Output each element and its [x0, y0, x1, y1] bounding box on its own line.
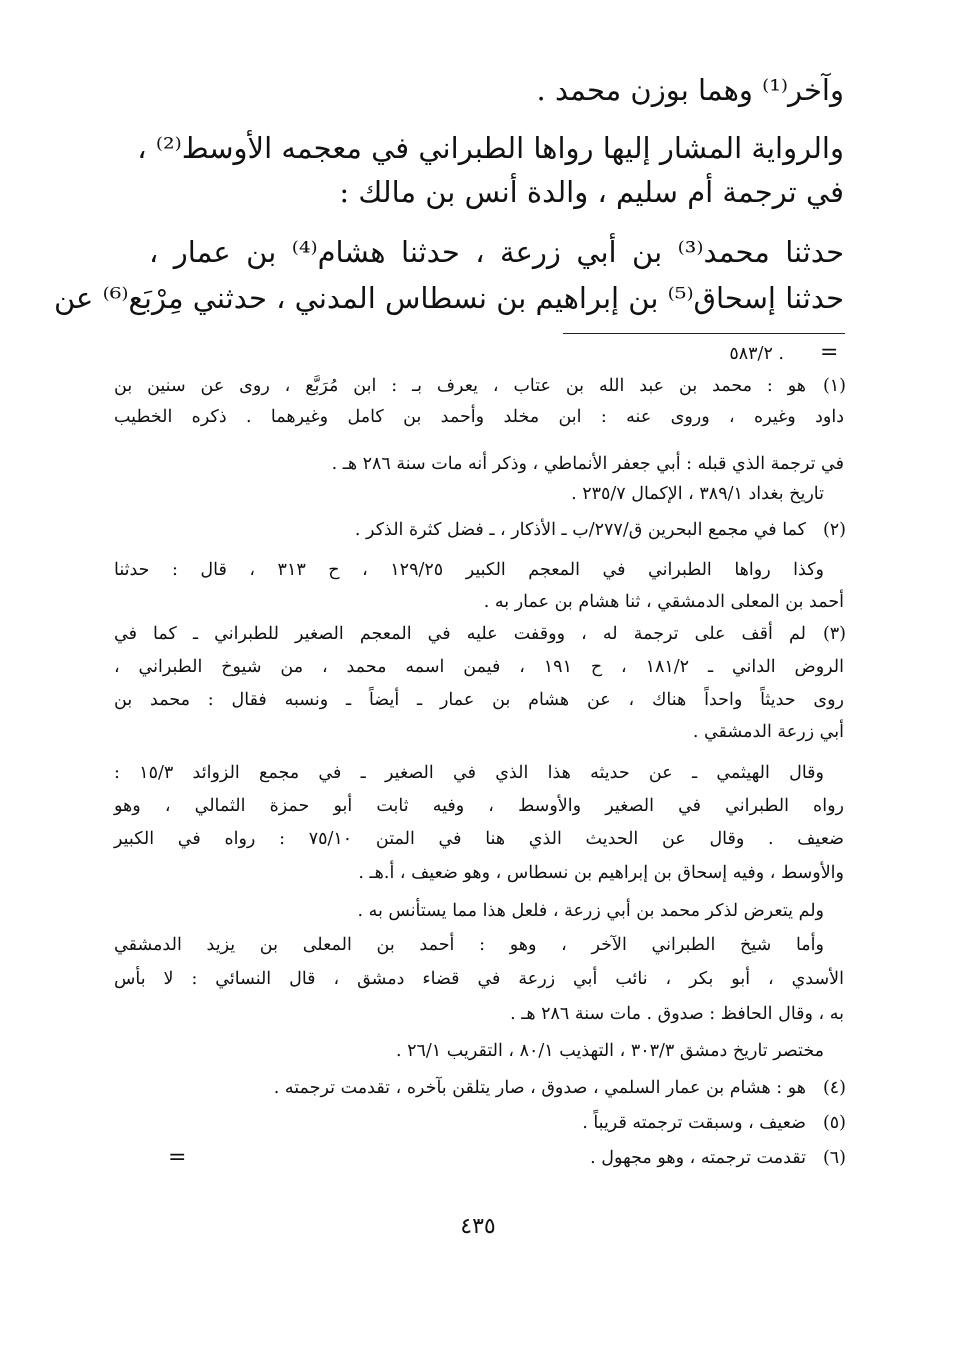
- footnote-6-text: تقدمت ترجمته ، وهو مجهول .: [590, 1148, 806, 1168]
- footnote-3-line-5: وقال الهيثمي ـ عن حديثه هذا الذي في الصغير ـ في مجمع الزوائد ١٥/٣ :: [114, 763, 824, 783]
- footnote-3-line-3: روى حديثاً واحداً هناك ، عن هشام بن عمار ـ أيضاً ـ ونسبه فقال : محمد بن: [114, 690, 844, 710]
- footnote-4-number: (٤): [822, 1078, 846, 1098]
- footnote-separator: [563, 333, 845, 334]
- footnote-3-line-6: رواه الطبراني في الصغير والأوسط ، وفيه ثابت أبو حمزة الثمالي ، وهو: [114, 796, 844, 816]
- footnote-2-number: (٢): [822, 520, 846, 540]
- footnote-3-line-13: مختصر تاريخ دمشق ٣٠٣/٣ ، التهذيب ٨٠/١ ، التقريب ٢٦/١ .: [395, 1041, 824, 1061]
- main-text-line-4: حدثنا محمد⁽³⁾ بن أبي زرعة ، حدثنا هشام⁽⁴⁾ بن عمار ،: [149, 235, 845, 269]
- footnote-2-line-1: كما في مجمع البحرين ق/٢٧٧/ب ـ الأذكار ، ـ فضل كثرة الذكر .: [354, 520, 806, 540]
- page-number: ٤٣٥: [460, 1214, 496, 1239]
- footnote-3-line-8: والأوسط ، وفيه إسحاق بن إبراهيم بن نسطاس ، وهو ضعيف ، أ.هـ .: [358, 863, 844, 883]
- footnote-3-line-1: لم أقف على ترجمة له ، ووقفت عليه في المعجم الصغير للطبراني ـ كما في: [114, 624, 806, 644]
- main-text-line-1: وآخر⁽¹⁾ وهما بوزن محمد .: [536, 73, 844, 107]
- footnote-5-text: ضعيف ، وسبقت ترجمته قريباً .: [582, 1113, 806, 1133]
- footnote-2-line-3: أحمد بن المعلى الدمشقي ، ثنا هشام بن عمار به .: [483, 592, 844, 612]
- footnote-1-number: (١): [822, 376, 846, 396]
- footnote-5-number: (٥): [822, 1113, 846, 1133]
- footnote-1-line-4: تاريخ بغداد ٣٨٩/١ ، الإكمال ٢٣٥/٧ .: [571, 484, 824, 504]
- footnote-3-line-12: به ، وقال الحافظ : صدوق . مات سنة ٢٨٦ هـ .: [510, 1004, 844, 1024]
- continued-footnote-text: . ٥٨٣/٢: [729, 344, 784, 364]
- footnote-3-line-4: أبي زرعة الدمشقي .: [692, 722, 844, 742]
- continued-mark: =: [820, 340, 839, 365]
- footnote-3-line-7: ضعيف . وقال عن الحديث الذي هنا في المتن ٧٥/١٠ : رواه في الكبير: [114, 829, 845, 849]
- footnote-1-line-1: هو : محمد بن عبد الله بن عتاب ، يعرف بـ : ابن مُرَبَّع ، روى عن سنين بن: [114, 376, 806, 396]
- footnote-3-line-11: الأسدي ، أبو بكر ، نائب أبي زرعة في قضاء دمشق ، قال النسائي : لا بأس: [114, 969, 844, 989]
- continues-mark: =: [168, 1145, 187, 1170]
- footnote-6-number: (٦): [822, 1148, 846, 1168]
- footnote-2-line-2: وكذا رواها الطبراني في المعجم الكبير ١٢٩/٢٥ ، ح ٣١٣ ، قال : حدثنا: [114, 560, 824, 580]
- main-text-line-2: والرواية المشار إليها رواها الطبراني في معجمه الأوسط⁽²⁾ ،: [137, 131, 844, 165]
- main-text-line-3: في ترجمة أم سليم ، والدة أنس بن مالك :: [339, 175, 844, 209]
- footnote-3-line-2: الروض الداني ـ ١٨١/٢ ، ح ١٩١ ، فيمن اسمه محمد ، من شيوخ الطبراني ،: [114, 657, 844, 677]
- footnote-3-line-9: ولم يتعرض لذكر محمد بن أبي زرعة ، فلعل هذا مما يستأنس به .: [357, 901, 824, 921]
- footnote-4-text: هو : هشام بن عمار السلمي ، صدوق ، صار يتلقن بآخره ، تقدمت ترجمته .: [273, 1078, 806, 1098]
- footnote-3-line-10: وأما شيخ الطبراني الآخر ، وهو : أحمد بن المعلى بن يزيد الدمشقي: [114, 935, 824, 955]
- footnote-1-line-3: في ترجمة الذي قبله : أبي جعفر الأنماطي ، وذكر أنه مات سنة ٢٨٦ هـ .: [331, 454, 844, 474]
- footnote-1-line-2: داود وغيره ، وروى عنه : ابن مخلد وأحمد بن كامل وغيرهما . ذكره الخطيب: [114, 407, 844, 427]
- main-text-line-5: حدثنا إسحاق⁽⁵⁾ بن إبراهيم بن نسطاس المدني ، حدثني مِرْبَع⁽⁶⁾ عن: [53, 281, 844, 315]
- footnote-3-number: (٣): [822, 624, 846, 644]
